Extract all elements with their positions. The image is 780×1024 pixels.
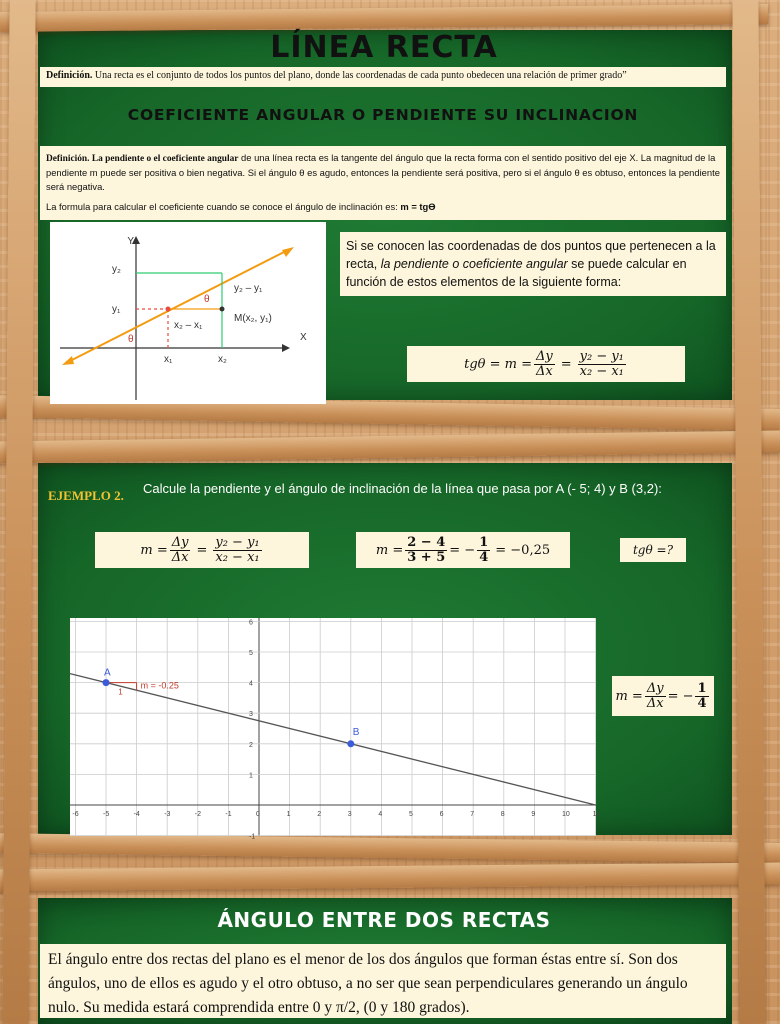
wood-plank: [0, 863, 780, 892]
slope-figure: [50, 222, 326, 404]
section-subtitle: COEFICIENTE ANGULAR O PENDIENTE SU INCLINACION: [127, 106, 639, 124]
y-tick-label: -1: [249, 833, 256, 841]
label-point-m: M(x₂, y₁): [234, 313, 272, 324]
point-m: [220, 307, 225, 312]
x-tick-label: 7: [470, 811, 475, 818]
formula-mid: = −: [449, 542, 476, 558]
formula-lhs: tgθ = m =: [464, 356, 532, 372]
slope-formula-box: [407, 346, 685, 382]
formula-result: = −0,25: [495, 542, 551, 558]
slope-label: m = -0.25: [140, 680, 179, 691]
formula-intro: La formula para calcular el coeficiente cuando se conoce el ángulo de inclinación es:: [46, 201, 401, 212]
two-point-info-box: [340, 232, 726, 296]
x-tick-label: 9: [531, 811, 536, 818]
fraction-delta: [645, 682, 666, 711]
example-formula-general: [95, 532, 309, 568]
frac-num: Δy: [646, 680, 664, 696]
example-formula-numeric: [356, 532, 570, 568]
label-x1: x₁: [164, 354, 173, 365]
page-title: LÍNEA RECTA: [270, 30, 498, 65]
equals-sign: =: [196, 542, 208, 558]
x-tick-label: -4: [133, 811, 140, 818]
info-italic: la pendiente o coeficiente angular: [380, 257, 568, 271]
point-a-label: A: [104, 667, 111, 679]
fraction-coords: [213, 536, 261, 565]
frac-num: 2 − 4: [407, 534, 446, 550]
angle-section-title: ÁNGULO ENTRE DOS RECTAS: [217, 908, 551, 932]
y-tick-label: 3: [249, 711, 253, 719]
graph-line: [70, 674, 596, 806]
frac-num: Δy: [171, 534, 189, 550]
wood-plank: [0, 4, 768, 32]
point-1: [166, 307, 171, 312]
fraction-delta: [534, 350, 555, 379]
example-graph: [70, 618, 600, 841]
frac-den: 4: [479, 549, 489, 565]
info-text-2: se puede calcular en función de estos elementos de la siguiente forma:: [346, 257, 687, 289]
x-tick-label: 3: [347, 811, 352, 818]
fraction-quarter: [477, 536, 490, 565]
x-tick-label: 0: [256, 811, 260, 818]
slope-diagram: [50, 222, 326, 404]
definition-label: Definición.: [46, 70, 93, 81]
frac-num: 1: [479, 534, 489, 550]
x-tick-label: 5: [409, 811, 413, 818]
x-axis-arrow: [282, 344, 290, 352]
formula-lhs: m =: [375, 542, 404, 558]
label-dx: x₂ – x₁: [174, 320, 203, 331]
x-tick-label: -3: [164, 811, 171, 818]
slope-line: [68, 250, 288, 362]
theta-upper: θ: [204, 294, 210, 305]
frac-den: x₂ − x₁: [579, 363, 624, 379]
angle-section-text: El ángulo entre dos rectas del plano es el menor de los dos ángulos que forman éstas entre sí. Son dos ángulos, uno de ellos es agudo y el otro obtuso, a no ser que sean perpendiculares generando un ángulo nulo. Su medida estará comprendida entre 0 y π/2, (0 y 180 grados).: [40, 944, 726, 1018]
slope-definition-text: de una línea recta es la tangente del ángulo que la recta forma con el sentido positivo del eje X. La magnitud de la pendiente m puede ser positiva o bien negativa. Si el ángulo θ es agudo, entonces la pendiente será positiva, pero si el ángulo θ es obtuso, entonces la pendiente será negativa.: [46, 152, 720, 192]
fraction-numeric: [405, 536, 447, 565]
x-tick-label: 2: [317, 811, 322, 818]
x-tick-label: 1: [286, 811, 291, 818]
label-x2: x₂: [218, 354, 227, 365]
formula-mid: = −: [667, 688, 694, 704]
frac-num: y₂ − y₁: [579, 348, 624, 364]
frac-den: Δx: [535, 363, 553, 379]
point-b: [347, 740, 354, 747]
x-tick-label: 8: [500, 811, 505, 818]
formula-tg: m = tgϴ: [400, 201, 436, 212]
frac-den: Δx: [646, 695, 664, 711]
graph-ticks: [72, 619, 600, 840]
x-tick-label: -5: [103, 811, 110, 818]
frac-num: y₂ − y₁: [215, 534, 260, 550]
x-tick-label: 6: [439, 811, 444, 818]
equals-sign: =: [560, 356, 572, 372]
example-formula-summary: [612, 676, 714, 716]
x-tick-label: 10: [562, 811, 570, 818]
fraction-quarter: [695, 682, 708, 711]
x-tick-label: 11: [592, 811, 600, 818]
tg-question: tgθ =?: [632, 543, 674, 557]
info-text-1: Si se conocen las coordenadas de dos puntos que pertenecen a la recta,: [346, 239, 716, 271]
x-tick-label: -1: [225, 811, 232, 818]
label-y1: y₁: [112, 304, 121, 315]
point-a: [103, 679, 110, 686]
y-tick-label: 1: [249, 772, 253, 780]
graph-grid: [70, 618, 596, 836]
x-tick-label: -6: [72, 811, 79, 818]
y-tick-label: 4: [249, 680, 253, 688]
example-statement: Calcule la pendiente y el ángulo de inclinación de la línea que pasa por A (- 5; 4) y B (3,2):: [143, 481, 662, 496]
y-tick-label: 6: [249, 619, 253, 627]
frac-den: 4: [697, 695, 707, 711]
line-arrow-right: [282, 247, 294, 257]
label-dy: y₂ – y₁: [234, 283, 263, 294]
label-y2: y₂: [112, 264, 121, 275]
frac-num: Δy: [535, 348, 553, 364]
theta-lower: θ: [128, 334, 134, 345]
definition-box: [40, 67, 726, 87]
slope-definition-label: Definición. La pendiente o el coeficiente angular: [46, 154, 239, 164]
slope-unit-label: 1: [118, 687, 123, 697]
tg-question-box: [620, 538, 686, 562]
slope-definition-box: [40, 146, 726, 220]
y-tick-label: 2: [249, 741, 253, 749]
y-axis-label: Y: [127, 236, 134, 247]
x-axis-label: X: [300, 332, 307, 343]
x-tick-label: -2: [194, 811, 202, 818]
example-label: EJEMPLO 2.: [48, 488, 124, 503]
fraction-coords: [578, 350, 626, 379]
wood-plank: [0, 430, 780, 463]
point-b-label: B: [352, 726, 360, 738]
y-tick-label: 5: [249, 650, 253, 657]
x-tick-label: 4: [378, 811, 383, 818]
line-arrow-left: [62, 356, 74, 365]
fraction-delta: [170, 536, 191, 565]
frac-num: 1: [697, 680, 707, 696]
frac-den: x₂ − x₁: [215, 549, 260, 565]
frac-den: Δx: [171, 549, 189, 565]
definition-text: Una recta es el conjunto de todos los puntos del plano, donde las coordenadas de cada punto obedecen una relación de primer grado”: [92, 70, 627, 81]
formula-lhs: m =: [140, 542, 168, 558]
graph-canvas: [70, 618, 600, 841]
formula-lhs: m =: [615, 688, 643, 704]
frac-den: 3 + 5: [407, 549, 446, 565]
wood-plank: [0, 833, 780, 863]
